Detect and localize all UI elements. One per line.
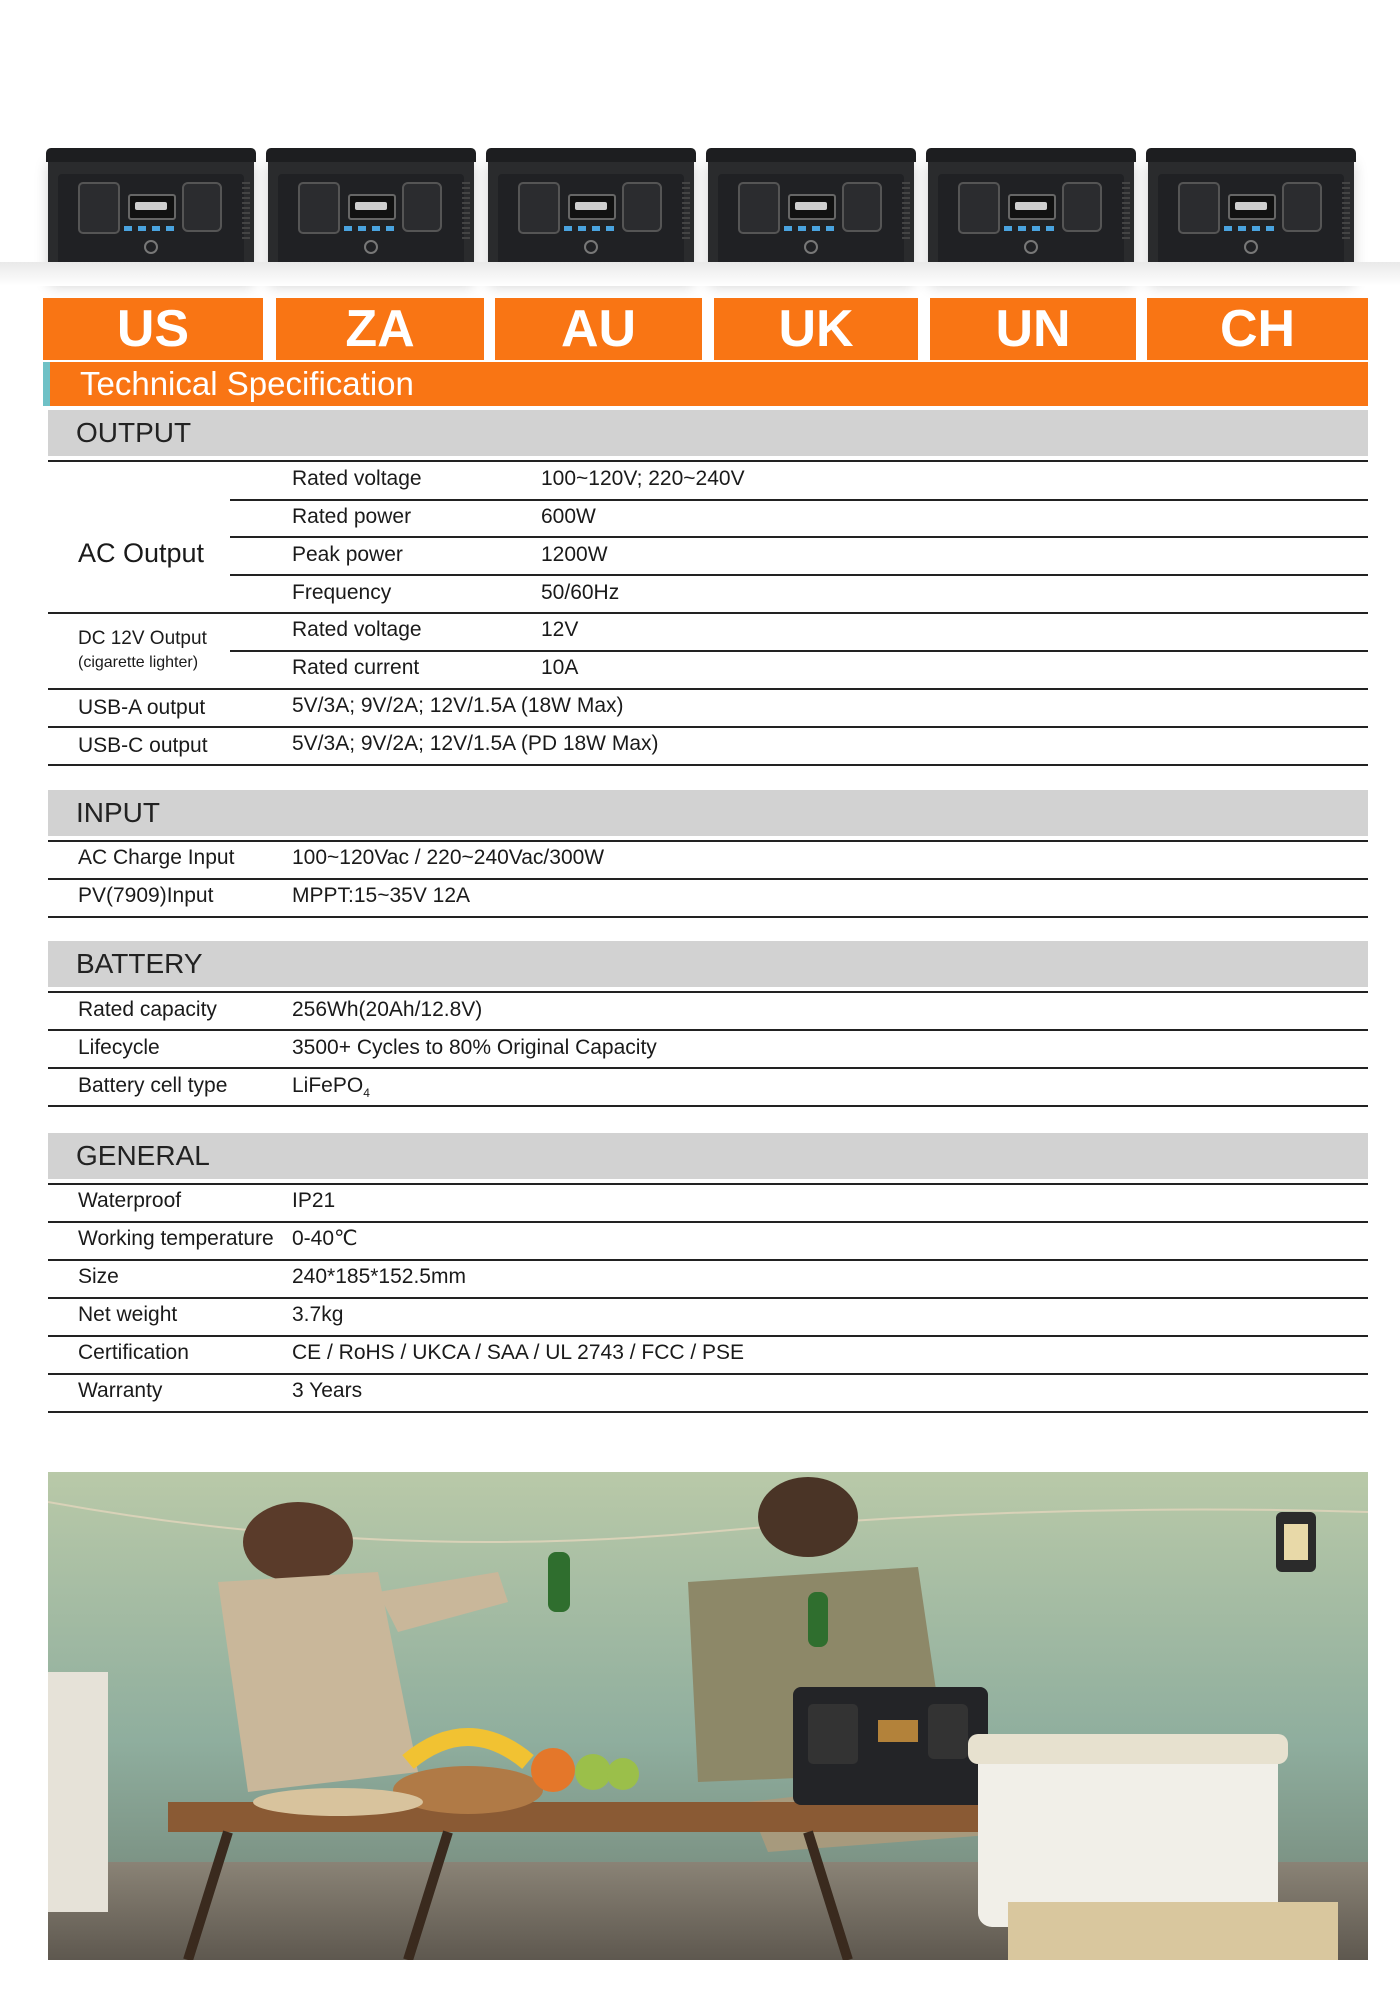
divider [48,1105,1368,1107]
dc-output-sublabel: (cigarette lighter) [78,654,199,671]
divider [48,916,1368,918]
divider [48,878,1368,880]
power-button-icon [804,240,818,254]
section-title-output: OUTPUT [76,417,192,448]
page-title: Technical Specification [80,365,414,402]
spec-name: Battery cell type [78,1074,228,1097]
divider [48,460,1368,462]
divider [48,1221,1368,1223]
power-station-ch [1148,152,1354,276]
divider [48,1183,1368,1185]
spec-value: 5V/3A; 9V/2A; 12V/1.5A (PD 18W Max) [292,732,659,755]
divider [230,536,1368,538]
divider [48,1297,1368,1299]
spec-name: Lifecycle [78,1036,160,1059]
spec-value: 5V/3A; 9V/2A; 12V/1.5A (18W Max) [292,694,624,717]
section-header-input [48,790,1368,836]
spec-value: 256Wh(20Ah/12.8V) [292,998,483,1021]
divider [230,574,1368,576]
section-title-input: INPUT [76,797,160,828]
spec-value: 3.7kg [292,1303,344,1326]
section-header-output [48,410,1368,456]
spec-name: Rated voltage [292,467,422,490]
spec-value: 50/60Hz [541,581,620,604]
spec-name: Net weight [78,1303,178,1326]
spec-name: Peak power [292,543,403,566]
product-strip [48,152,1358,280]
spec-name: Rated power [292,505,412,528]
region-au: AU [495,298,702,360]
lcd-display-icon [348,194,396,220]
power-station-au [488,152,694,276]
spec-value: 100~120V; 220~240V [541,467,745,490]
cigarette-lighter-icon [1282,182,1322,232]
cigarette-lighter-icon [182,182,222,232]
power-button-icon [1024,240,1038,254]
region-uk: UK [714,298,918,360]
divider [48,1335,1368,1337]
power-button-icon [584,240,598,254]
uk-socket-icon [738,182,780,234]
section-header-general [48,1133,1368,1179]
lcd-display-icon [1008,194,1056,220]
cigarette-lighter-icon [402,182,442,232]
us-socket-icon [78,182,120,234]
divider [48,612,1368,614]
spec-value: 100~120Vac / 220~240Vac/300W [292,846,605,869]
spec-value: CE / RoHS / UKCA / SAA / UL 2743 / FCC / PSE [292,1341,745,1364]
spec-name: USB-A output [78,696,206,719]
lcd-display-icon [128,194,176,220]
region-tabs [43,298,1368,360]
spec-name: Warranty [78,1379,163,1402]
section-title-general: GENERAL [76,1140,210,1171]
spec-value: LiFePO [292,1074,364,1097]
subscript: 4 [363,1086,370,1101]
region-za: ZA [276,298,484,360]
power-station-uk [708,152,914,276]
spec-value: 3 Years [292,1379,363,1402]
section-title-battery: BATTERY [76,948,203,979]
spec-name: Working temperature [78,1227,274,1250]
spec-value: 600W [541,505,596,528]
spec-value-with-subscript [292,1074,370,1105]
dc-output-label: DC 12V Output [78,628,207,649]
lcd-display-icon [568,194,616,220]
product-shadow-floor [0,262,1400,286]
section-header-battery [48,941,1368,987]
lcd-display-icon [1228,194,1276,220]
region-us: US [43,298,263,360]
au-socket-icon [518,182,560,234]
spec-value: MPPT:15~35V 12A [292,884,471,907]
region-ch: CH [1147,298,1368,360]
ac-output-label: AC Output [78,538,205,568]
spec-name: Frequency [292,581,392,604]
divider [48,991,1368,993]
spec-name: Rated current [292,656,420,679]
power-station-za [268,152,474,276]
divider [230,499,1368,501]
spec-value: 3500+ Cycles to 80% Original Capacity [292,1036,657,1059]
divider [48,1411,1368,1413]
spec-name: AC Charge Input [78,846,235,869]
universal-socket-icon [958,182,1000,234]
power-station-us [48,152,254,276]
power-station-un [928,152,1134,276]
spec-name: PV(7909)Input [78,884,214,907]
divider [48,764,1368,766]
spec-title-bar [43,362,1368,406]
region-un: UN [930,298,1136,360]
spec-name: Rated voltage [292,618,422,641]
cigarette-lighter-icon [1062,182,1102,232]
power-button-icon [1244,240,1258,254]
divider [48,840,1368,842]
spec-value: 240*185*152.5mm [292,1265,466,1288]
spec-name: Rated capacity [78,998,217,1021]
power-button-icon [144,240,158,254]
divider [48,1373,1368,1375]
divider [48,1259,1368,1261]
spec-value: 1200W [541,543,608,566]
spec-value: 0-40℃ [292,1227,358,1250]
spec-value: 12V [541,618,579,641]
divider [48,688,1368,690]
spec-value: 10A [541,656,579,679]
divider [48,726,1368,728]
lcd-display-icon [788,194,836,220]
spec-name: Waterproof [78,1189,182,1212]
title-accent-stripe [43,362,50,406]
divider [230,650,1368,652]
lifestyle-photo [48,1472,1368,1960]
power-button-icon [364,240,378,254]
spec-name: Certification [78,1341,189,1364]
cigarette-lighter-icon [842,182,882,232]
ch-socket-icon [1178,182,1220,234]
za-socket-icon [298,182,340,234]
divider [48,1029,1368,1031]
divider [48,1067,1368,1069]
spec-value: IP21 [292,1189,336,1212]
cigarette-lighter-icon [622,182,662,232]
spec-name: USB-C output [78,734,208,757]
spec-name: Size [78,1265,119,1288]
